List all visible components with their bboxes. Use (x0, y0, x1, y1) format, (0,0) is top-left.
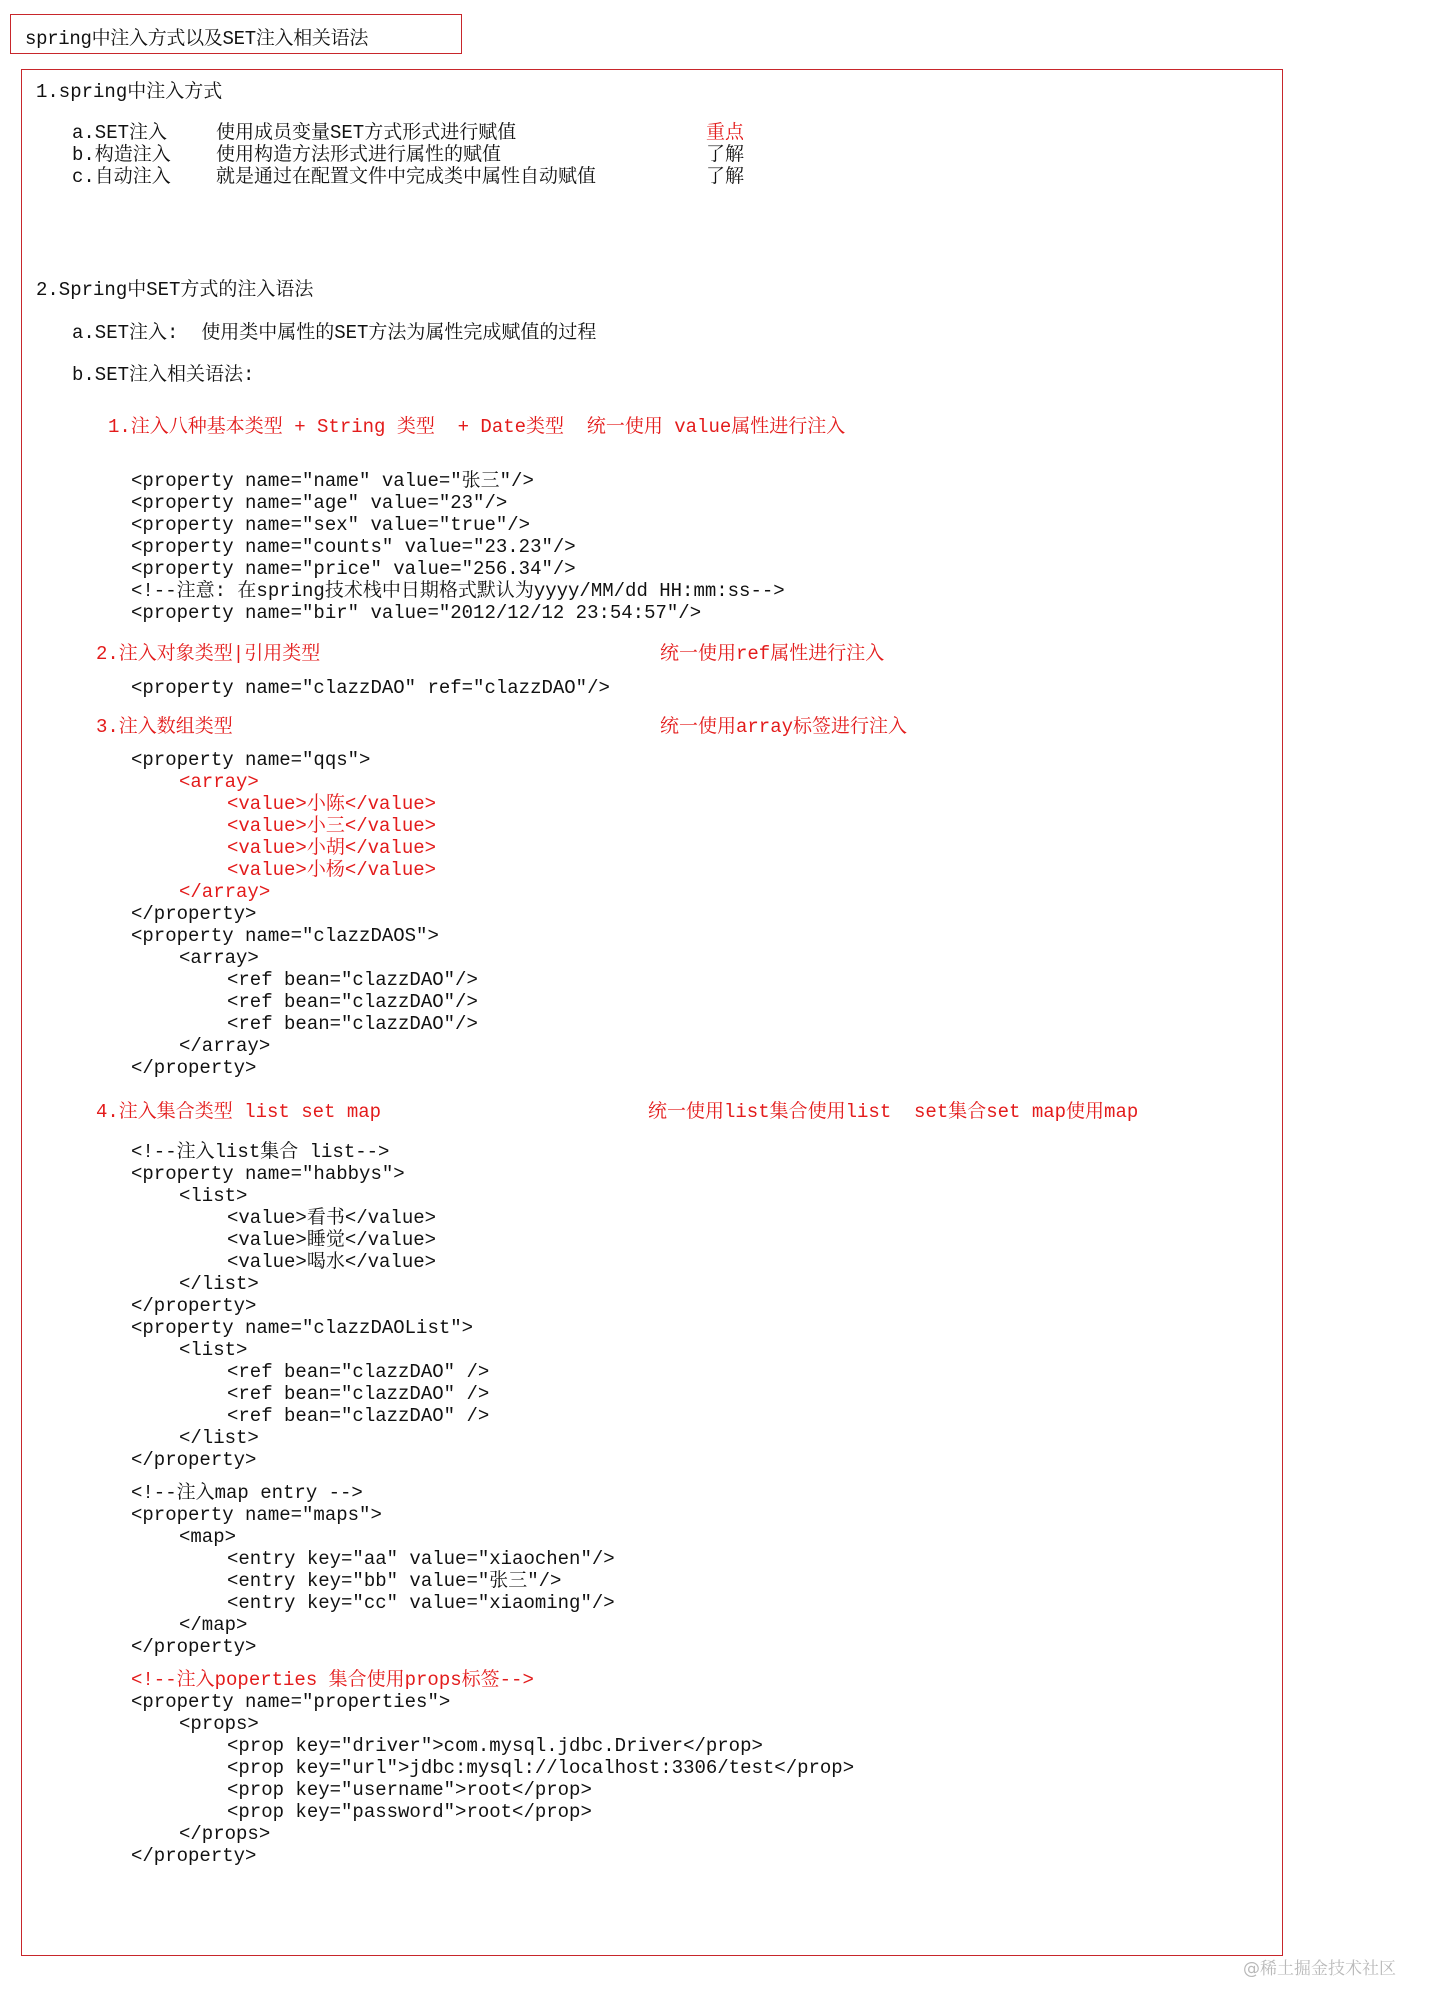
code-line: </array> (179, 1035, 271, 1057)
code-line: <value>小三</value> (227, 815, 437, 837)
sub4-note: 统一使用list集合使用list set集合set map使用map (648, 1101, 1139, 1123)
code-line: </list> (179, 1273, 259, 1295)
section1-item-c-desc: 就是通过在配置文件中完成类中属性自动赋值 (216, 166, 597, 188)
props-comment: <!--注入poperties 集合使用props标签--> (131, 1669, 534, 1691)
code-line: <property name="habbys"> (131, 1163, 405, 1185)
code-line: <ref bean="clazzDAO"/> (227, 969, 478, 991)
code-line: <list> (179, 1185, 248, 1207)
section1-item-c-tag: 了解 (706, 166, 745, 188)
sub1-heading: 1.注入八种基本类型 + String 类型 + Date类型 统一使用 value属性进行注入 (108, 416, 846, 438)
code-line: <!--注入map entry --> (131, 1482, 363, 1504)
code-line: <ref bean="clazzDAO"/> (227, 1013, 478, 1035)
sub4-heading: 4.注入集合类型 list set map (96, 1101, 382, 1123)
code-line: </property> (131, 903, 257, 925)
code-line: <prop key="password">root</prop> (227, 1801, 592, 1823)
sub2-heading: 2.注入对象类型|引用类型 (96, 643, 321, 665)
code-line: <property name="qqs"> (131, 749, 371, 771)
code-line: <value>喝水</value> (227, 1251, 437, 1273)
code-line: <!--注意: 在spring技术栈中日期格式默认为yyyy/MM/dd HH:mm:ss--> (131, 580, 785, 602)
section1-item-a-label: a.SET注入 (72, 122, 168, 144)
section1-item-a-tag: 重点 (706, 122, 745, 144)
code-line: </property> (131, 1057, 257, 1079)
code-line: <ref bean="clazzDAO"/> (227, 991, 478, 1013)
section2-b: b.SET注入相关语法: (72, 364, 255, 386)
section2-heading: 2.Spring中SET方式的注入语法 (36, 279, 314, 301)
code-line: <value>小杨</value> (227, 859, 437, 881)
code-line: <property name="sex" value="true"/> (131, 514, 531, 536)
code-line: <list> (179, 1339, 248, 1361)
code-line: </list> (179, 1427, 259, 1449)
code-line: </props> (179, 1823, 271, 1845)
code-line: <prop key="driver">com.mysql.jdbc.Driver</prop> (227, 1735, 763, 1757)
code-line: <prop key="url">jdbc:mysql://localhost:3306/test</prop> (227, 1757, 855, 1779)
code-line: <map> (179, 1526, 237, 1548)
code-line: <property name="properties"> (131, 1691, 451, 1713)
code-line: </property> (131, 1449, 257, 1471)
code-line: <value>看书</value> (227, 1207, 437, 1229)
code-line: <property name="bir" value="2012/12/12 23:54:57"/> (131, 602, 702, 624)
code-line: </property> (131, 1845, 257, 1867)
code-line: <property name="clazzDAOList"> (131, 1317, 474, 1339)
code-line: <ref bean="clazzDAO" /> (227, 1405, 490, 1427)
code-line: <property name="age" value="23"/> (131, 492, 508, 514)
section1-item-b-desc: 使用构造方法形式进行属性的赋值 (216, 144, 502, 166)
code-line: <property name="clazzDAOS"> (131, 925, 439, 947)
code-line: <property name="maps"> (131, 1504, 382, 1526)
section1-heading: 1.spring中注入方式 (36, 81, 223, 103)
code-line: </property> (131, 1295, 257, 1317)
code-line: <value>小陈</value> (227, 793, 437, 815)
sub2-note: 统一使用ref属性进行注入 (660, 643, 885, 665)
code-line: <array> (179, 947, 259, 969)
code-line: <property name="price" value="256.34"/> (131, 558, 576, 580)
code-line: <entry key="aa" value="xiaochen"/> (227, 1548, 615, 1570)
code-line: <array> (179, 771, 259, 793)
sub3-note: 统一使用array标签进行注入 (660, 716, 908, 738)
section2-a: a.SET注入: 使用类中属性的SET方法为属性完成赋值的过程 (72, 322, 597, 344)
code-line: <property name="counts" value="23.23"/> (131, 536, 576, 558)
code-line: </array> (179, 881, 271, 903)
code-line: <ref bean="clazzDAO" /> (227, 1361, 490, 1383)
code-line: <value>小胡</value> (227, 837, 437, 859)
code-line: <entry key="cc" value="xiaoming"/> (227, 1592, 615, 1614)
code-line: <!--注入list集合 list--> (131, 1141, 390, 1163)
sub3-heading: 3.注入数组类型 (96, 716, 233, 738)
page-title: spring中注入方式以及SET注入相关语法 (25, 28, 369, 50)
code-line: </map> (179, 1614, 248, 1636)
code-line: </property> (131, 1636, 257, 1658)
code-line: <entry key="bb" value="张三"/> (227, 1570, 562, 1592)
watermark: @稀土掘金技术社区 (1243, 1959, 1396, 1979)
section1-item-c-label: c.自动注入 (72, 166, 171, 188)
sub2-code-line: <property name="clazzDAO" ref="clazzDAO"/> (131, 677, 610, 699)
code-line: <ref bean="clazzDAO" /> (227, 1383, 490, 1405)
code-line: <value>睡觉</value> (227, 1229, 437, 1251)
section1-item-b-tag: 了解 (706, 144, 745, 166)
title-box (10, 14, 462, 54)
section1-item-a-desc: 使用成员变量SET方式形式进行赋值 (216, 122, 517, 144)
code-line: <property name="name" value="张三"/> (131, 470, 534, 492)
section1-item-b-label: b.构造注入 (72, 144, 171, 166)
code-line: <props> (179, 1713, 259, 1735)
code-line: <prop key="username">root</prop> (227, 1779, 592, 1801)
